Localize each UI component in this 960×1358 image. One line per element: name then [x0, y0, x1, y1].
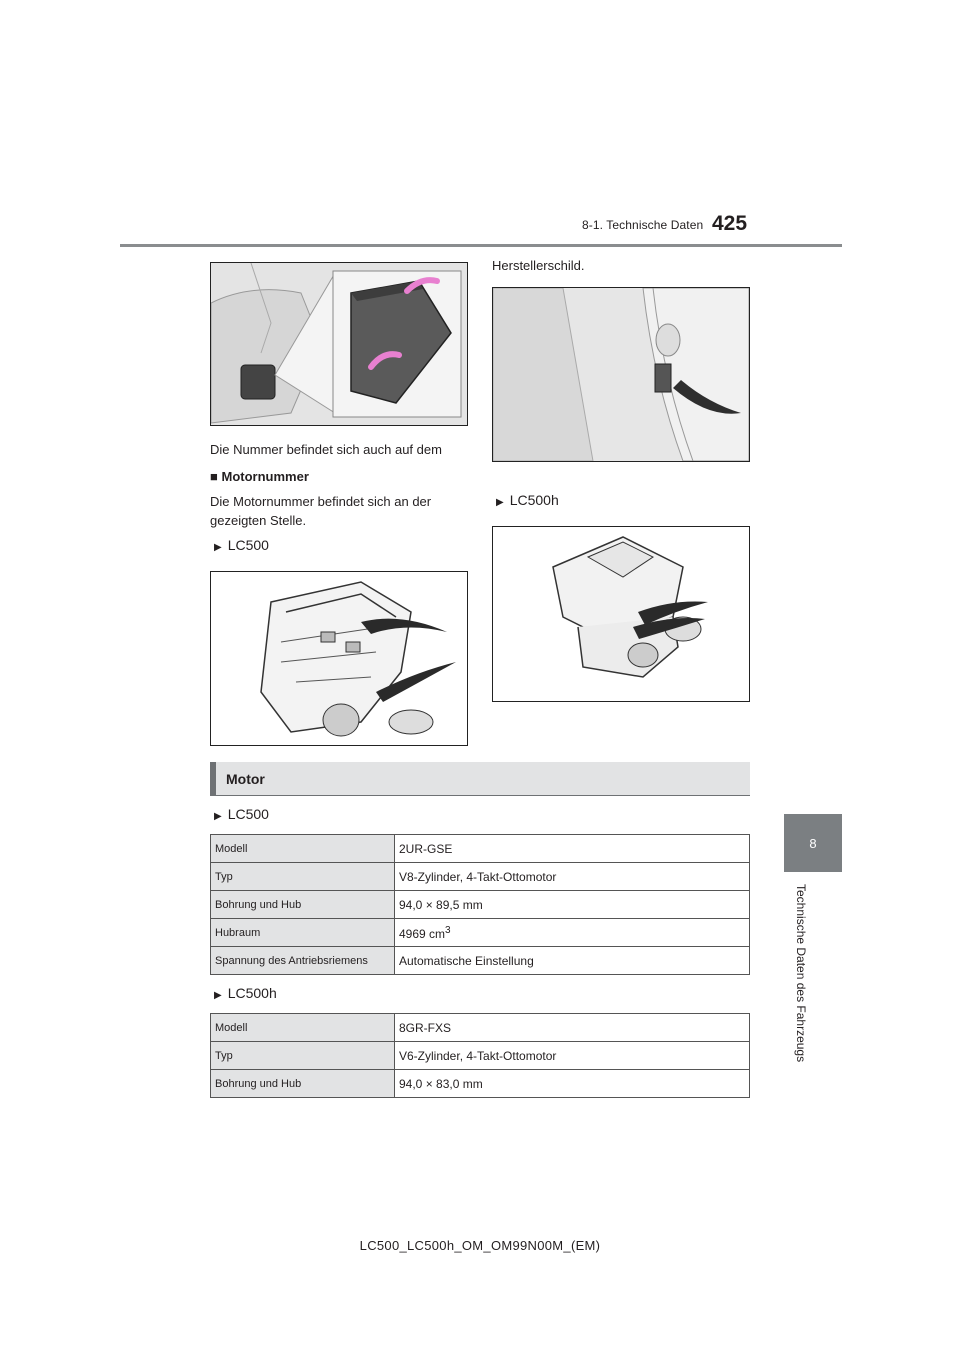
table-row	[211, 947, 750, 975]
plate-cover-illustration	[210, 262, 468, 426]
table-value: 94,0 × 83,0 mm	[395, 1070, 750, 1098]
table-key: Bohrung und Hub	[211, 891, 395, 919]
displacement-value: 4969 cm	[399, 926, 446, 941]
triangle-bullet-icon: ▶	[214, 811, 222, 822]
v8-engine-drawing	[211, 572, 467, 745]
table-key: Hubraum	[211, 919, 395, 947]
triangle-bullet-icon: ▶	[214, 542, 222, 553]
table-row	[211, 891, 750, 919]
triangle-bullet-icon: ▶	[496, 497, 504, 508]
door-pillar-drawing	[493, 288, 749, 461]
lc500-label-left: ▶ LC500	[214, 537, 269, 553]
v6-engine-drawing	[493, 527, 749, 701]
superscript: 3	[445, 924, 451, 936]
table-row	[211, 1070, 750, 1098]
document-footer: LC500_LC500h_OM_OM99N00M_(EM)	[359, 1238, 601, 1253]
plate-caption-left: Die Nummer befindet sich auch auf dem	[210, 442, 442, 457]
page-number: 425	[712, 212, 748, 235]
motornummer-text: Die Motornummer befindet sich an der gezeigten Stelle.	[210, 494, 432, 528]
table-row	[211, 919, 750, 947]
table-key: Spannung des Antriebsriemens	[211, 947, 395, 975]
lc500h-table-label: ▶ LC500h	[214, 985, 277, 1001]
lc500-engine-illustration	[210, 571, 468, 746]
table-key: Bohrung und Hub	[211, 1070, 395, 1098]
lc500h-label-right: ▶ LC500h	[496, 492, 559, 508]
table-value: V8-Zylinder, 4-Takt-Ottomotor	[395, 863, 750, 891]
motornummer-heading	[210, 469, 309, 484]
motornummer-label: Motornummer	[221, 469, 309, 484]
chapter-label: Technische Daten des Fahrzeugs	[794, 884, 808, 1063]
table-row	[211, 1014, 750, 1042]
table-value	[395, 919, 750, 947]
triangle-bullet-icon: ▶	[214, 990, 222, 1001]
manufacturer-plate-illustration	[492, 287, 750, 462]
table-row	[211, 863, 750, 891]
table-row	[211, 835, 750, 863]
table-value: 94,0 × 89,5 mm	[395, 891, 750, 919]
table-value: 8GR-FXS	[395, 1014, 750, 1042]
table-value: 2UR-GSE	[395, 835, 750, 863]
table-value: Automatische Einstellung	[395, 947, 750, 975]
section-title: 8-1. Technische Daten	[582, 218, 704, 232]
table-key: Modell	[211, 1014, 395, 1042]
floor-cover-drawing	[211, 263, 467, 425]
plate-caption-right: Herstellerschild.	[492, 258, 585, 273]
lc500h-engine-table	[210, 1013, 750, 1098]
motor-section-header	[210, 762, 750, 796]
table-key: Typ	[211, 1042, 395, 1070]
lc500-engine-table	[210, 834, 750, 975]
lc500h-engine-illustration	[492, 526, 750, 702]
table-key: Typ	[211, 863, 395, 891]
lc500-table-label: ▶ LC500	[214, 806, 269, 822]
header-rule	[120, 244, 842, 247]
table-value: V6-Zylinder, 4-Takt-Ottomotor	[395, 1042, 750, 1070]
table-row	[211, 1042, 750, 1070]
table-key: Modell	[211, 835, 395, 863]
chapter-tab: 8	[784, 814, 842, 872]
motor-section-title: Motor	[226, 771, 265, 787]
square-bullet-icon: ■	[210, 469, 218, 484]
